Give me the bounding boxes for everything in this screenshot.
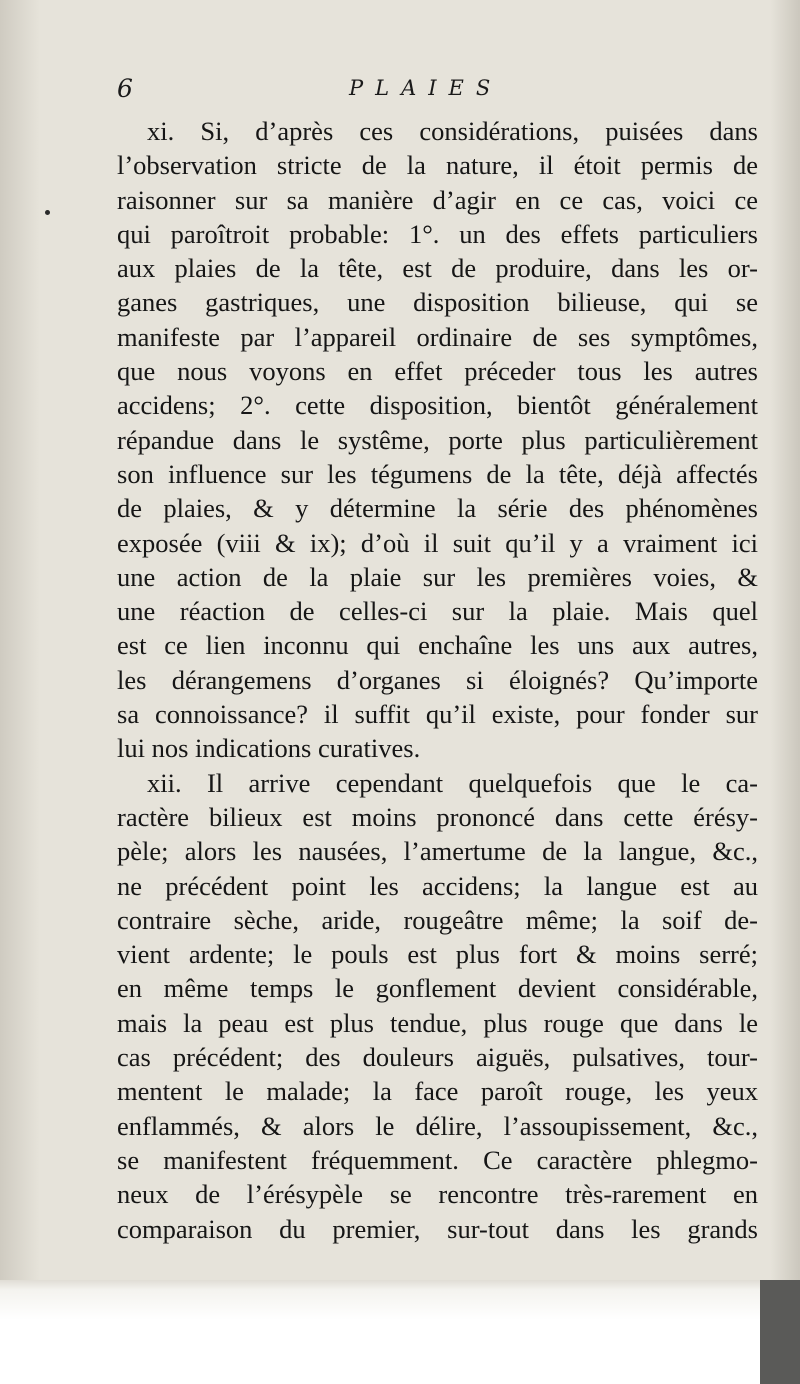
text-line: neux de l’érésypèle se rencontre très-rarement en bbox=[117, 1179, 758, 1210]
text-line: ne précédent point les accidens; la langue est au bbox=[117, 870, 758, 901]
ink-speck bbox=[45, 210, 50, 215]
text-line: une réaction de celles-ci sur la plaie. Mais quel bbox=[117, 596, 758, 627]
body-text bbox=[117, 114, 758, 1246]
text-line: raisonner sur sa manière d’agir en ce cas, voici ce bbox=[117, 184, 758, 215]
text-line: en même temps le gonflement devient considérable, bbox=[117, 973, 758, 1004]
text-line: cas précédent; des douleurs aiguës, pulsatives, tour- bbox=[117, 1042, 758, 1073]
text-line: xi. Si, d’après ces considérations, puisées dans bbox=[147, 116, 758, 146]
running-head: PLAIES bbox=[349, 76, 503, 100]
text-line: une action de la plaie sur les premières voies, & bbox=[117, 561, 758, 592]
text-line: manifeste par l’appareil ordinaire de ses symptômes, bbox=[117, 321, 758, 352]
text-line: mais la peau est plus tendue, plus rouge que dans le bbox=[117, 1007, 758, 1038]
text-line: comparaison du premier, sur-tout dans les grands bbox=[117, 1213, 758, 1244]
text-line: que nous voyons en effet préceder tous les autres bbox=[117, 356, 758, 387]
text-line: l’observation stricte de la nature, il étoit permis de bbox=[117, 150, 758, 181]
text-line: sa connoissance? il suffit qu’il existe, pour fonder sur bbox=[117, 699, 758, 730]
page-number: 6 bbox=[117, 74, 133, 103]
text-line: répandue dans le systême, porte plus particulièrement bbox=[117, 424, 758, 455]
text-line: est ce lien inconnu qui enchaîne les uns aux autres, bbox=[117, 630, 758, 661]
text-line: se manifestent fréquemment. Ce caractère phlegmo- bbox=[117, 1144, 758, 1175]
text-line: ractère bilieux est moins prononcé dans cette érésy- bbox=[117, 801, 758, 832]
text-line: son influence sur les tégumens de la tête, déjà affectés bbox=[117, 458, 758, 489]
text-line: de plaies, & y détermine la série des phénomènes bbox=[117, 493, 758, 524]
text-line: contraire sèche, aride, rougeâtre même; la soif de- bbox=[117, 904, 758, 935]
text-line: enflammés, & alors le délire, l’assoupissement, &c., bbox=[117, 1110, 758, 1141]
page-header bbox=[117, 74, 757, 108]
text-line: les dérangemens d’organes si éloignés? Qu’importe bbox=[117, 664, 758, 695]
text-line: xii. Il arrive cependant quelquefois que le ca- bbox=[147, 767, 758, 798]
text-line: mentent le malade; la face paroît rouge, les yeux bbox=[117, 1076, 758, 1107]
text-line: exposée (viii & ix); d’où il suit qu’il y a vraiment ici bbox=[117, 527, 758, 558]
text-line: aux plaies de la tête, est de produire, dans les or- bbox=[117, 253, 758, 284]
text-line: qui paroîtroit probable: 1°. un des effets particuliers bbox=[117, 218, 758, 249]
text-line: lui nos indications curatives. bbox=[117, 733, 421, 764]
scan-bottom-margin bbox=[0, 1280, 800, 1384]
text-line: vient ardente; le pouls est plus fort & moins serré; bbox=[117, 939, 758, 970]
text-line: pèle; alors les nausées, l’amertume de la langue, &c., bbox=[117, 836, 758, 867]
text-line: ganes gastriques, une disposition bilieuse, qui se bbox=[117, 287, 758, 318]
text-line: accidens; 2°. cette disposition, bientôt généralement bbox=[117, 390, 758, 421]
